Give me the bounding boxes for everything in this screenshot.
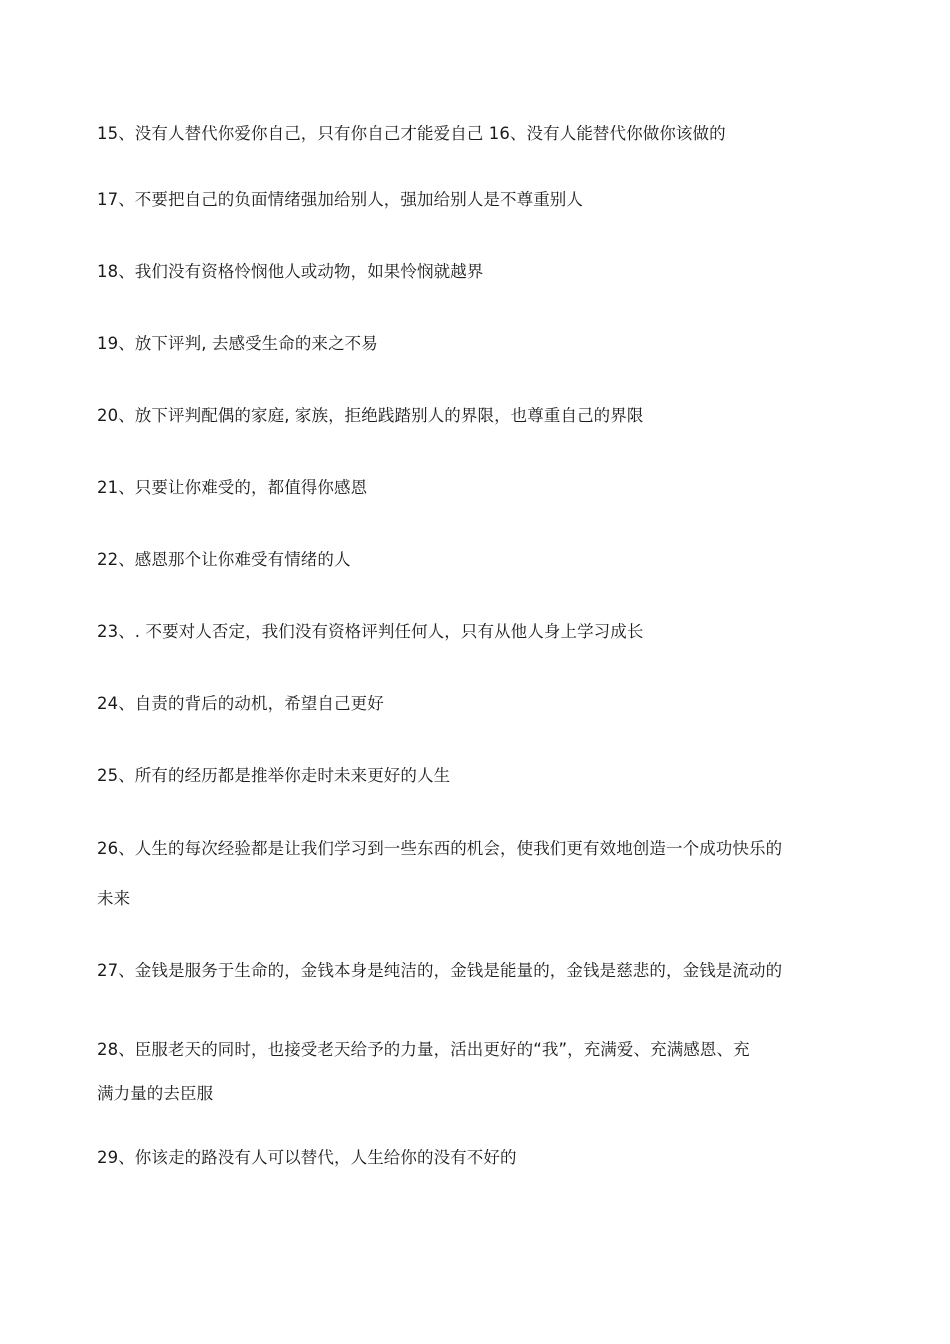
text-line-25: 25、所有的经历都是推举你走时未来更好的人生 (97, 766, 451, 785)
text-line-22: 22、感恩那个让你难受有情绪的人 (97, 550, 351, 569)
text-line-20: 20、放下评判配偶的家庭, 家族，拒绝践踏别人的界限，也尊重自己的界限 (97, 406, 644, 425)
text-line-18: 18、我们没有资格怜悯他人或动物，如果怜悯就越界 (97, 262, 484, 281)
text-line-24: 24、自责的背后的动机，希望自己更好 (97, 694, 384, 713)
text-line-29: 29、你该走的路没有人可以替代，人生给你的没有不好的 (97, 1148, 517, 1167)
text-line-26: 26、人生的每次经验都是让我们学习到一些东西的机会，使我们更有效地创造一个成功快乐的 (97, 839, 783, 858)
text-line-28: 28、臣服老天的同时，也接受老天给予的力量，活出更好的“我”，充满爱、充满感恩、充 (97, 1040, 750, 1059)
text-line-23: 23、. 不要对人否定，我们没有资格评判任何人，只有从他人身上学习成长 (97, 622, 644, 641)
text-line-21: 21、只要让你难受的，都值得你感恩 (97, 478, 368, 497)
text-line-28-continued: 满力量的去臣服 (97, 1084, 214, 1103)
text-line-27: 27、金钱是服务于生命的，金钱本身是纯洁的，金钱是能量的，金钱是慈悲的，金钱是流动的 (97, 961, 783, 980)
text-line-26-continued: 未来 (97, 889, 131, 908)
text-line-19: 19、放下评判, 去感受生命的来之不易 (97, 334, 378, 353)
text-line-15: 15、没有人替代你爱你自己，只有你自己才能爱自己 16、没有人能替代你做你该做的 (97, 124, 726, 143)
text-line-17: 17、不要把自己的负面情绪强加给别人，强加给别人是不尊重别人 (97, 190, 583, 209)
